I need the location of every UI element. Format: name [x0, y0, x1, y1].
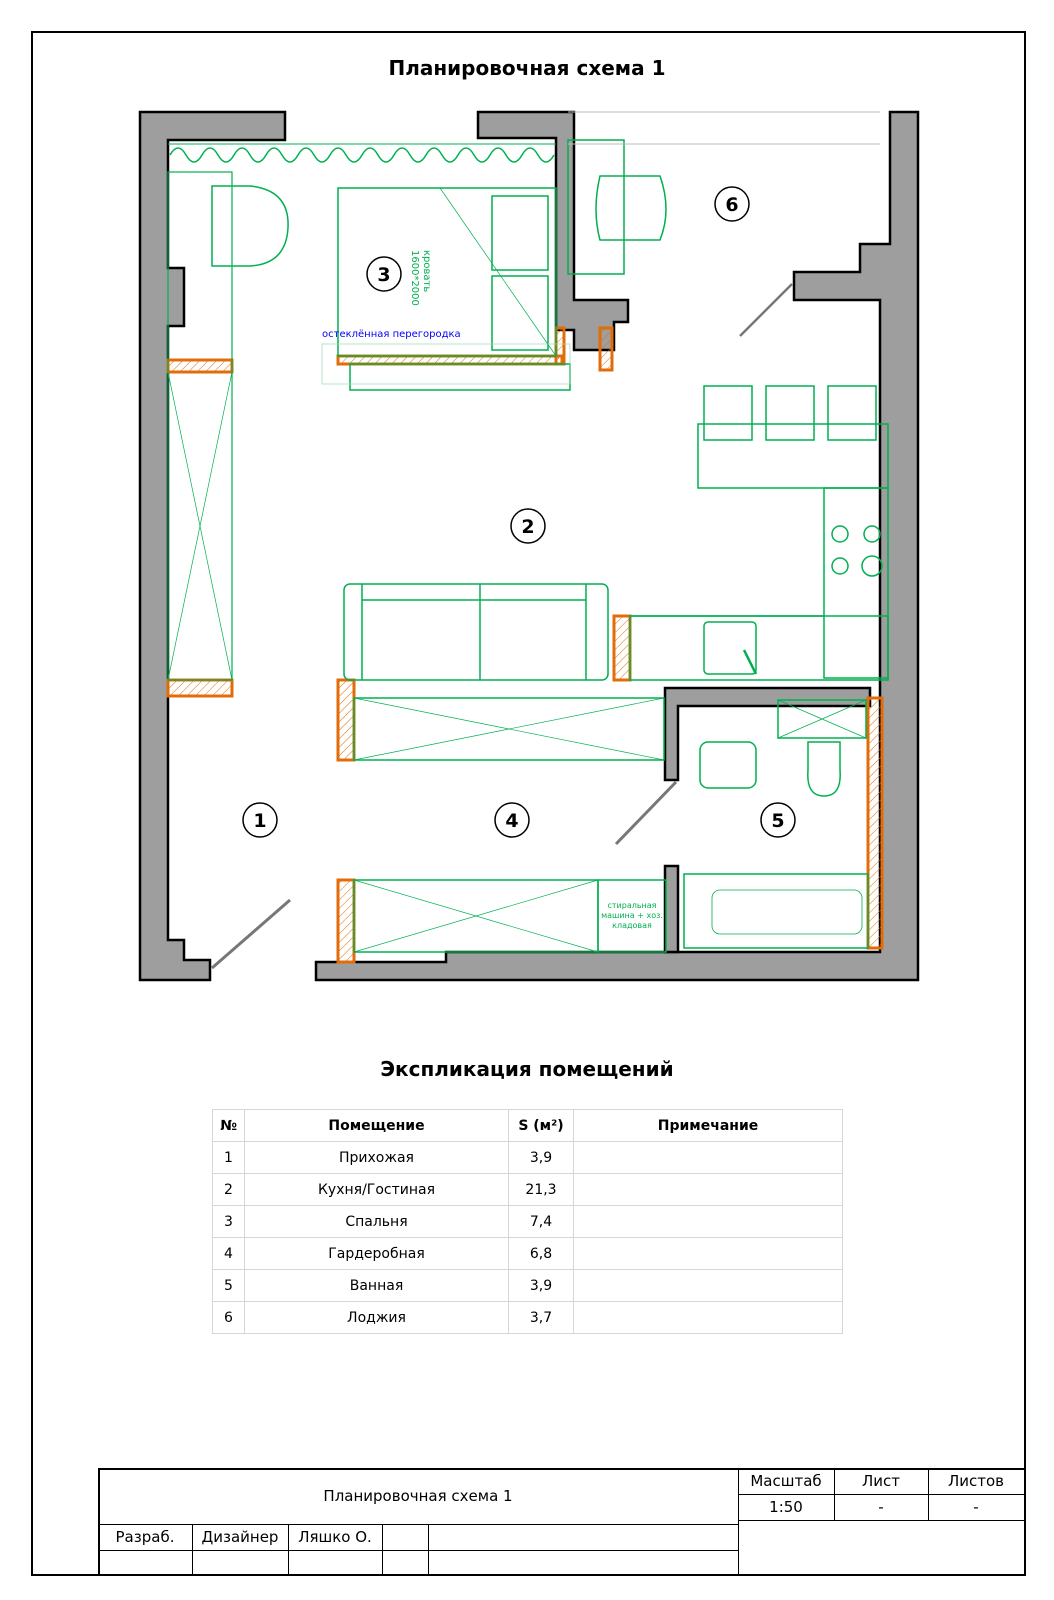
kitchen-counter	[824, 488, 888, 678]
table-row	[213, 1174, 843, 1206]
row-name: Гардеробная	[245, 1238, 509, 1270]
row-note	[574, 1302, 843, 1334]
row-num: 4	[213, 1238, 245, 1270]
stamp-name: Ляшко О.	[298, 1528, 372, 1546]
table-row	[213, 1302, 843, 1334]
row-name: Лоджия	[245, 1302, 509, 1334]
wardrobe-left	[168, 172, 232, 680]
stamp-dev-label: Разраб.	[115, 1528, 175, 1546]
partition-5	[614, 616, 630, 680]
header-room: Помещение	[245, 1110, 509, 1142]
new-partitions	[168, 328, 882, 962]
entrance-door	[212, 900, 290, 968]
walls	[140, 112, 918, 980]
desk-chair	[212, 186, 288, 266]
balcony-door	[740, 284, 792, 336]
bed-size-label: 1600*2000	[409, 250, 420, 306]
kitchen-lower-counter	[630, 616, 888, 680]
row-name: Спальня	[245, 1206, 509, 1238]
row-area: 21,3	[509, 1174, 574, 1206]
table-row	[213, 1142, 843, 1174]
row-note	[574, 1142, 843, 1174]
laundry-label-1: стиральная	[607, 901, 657, 910]
row-num: 1	[213, 1142, 245, 1174]
bath-wall-lower	[665, 866, 678, 952]
bath-sink	[700, 742, 756, 788]
sofa	[344, 584, 608, 680]
header-num: №	[213, 1110, 245, 1142]
stamp-sheets-label: Листов	[947, 1472, 1005, 1490]
table-header-row	[213, 1110, 843, 1142]
row-note	[574, 1174, 843, 1206]
room-number-5: 5	[771, 810, 785, 832]
stamp-sheet-value: -	[878, 1498, 884, 1516]
partition-3	[338, 680, 354, 760]
partition-7	[600, 328, 612, 370]
room-number-1: 1	[253, 810, 267, 832]
row-area: 7,4	[509, 1206, 574, 1238]
bar-stool-2	[766, 386, 814, 440]
partition-6	[868, 698, 882, 948]
row-name: Ванная	[245, 1270, 509, 1302]
explication-title: Экспликация помещений	[380, 1057, 674, 1081]
partition-2	[168, 680, 232, 696]
stamp-scale-value: 1:50	[769, 1498, 803, 1516]
header-note: Примечание	[574, 1110, 843, 1142]
right-wall	[316, 112, 918, 980]
stamp-sheets-value: -	[973, 1498, 979, 1516]
row-num: 6	[213, 1302, 245, 1334]
stamp-scale-label: Масштаб	[750, 1472, 822, 1490]
row-note	[574, 1238, 843, 1270]
kitchen-sink	[704, 622, 756, 674]
table-row	[213, 1238, 843, 1270]
row-num: 2	[213, 1174, 245, 1206]
title-block	[98, 1468, 1024, 1576]
toilet	[808, 742, 840, 796]
row-area: 3,9	[509, 1142, 574, 1174]
partition-1	[168, 360, 232, 372]
plan-title: Планировочная схема 1	[388, 56, 666, 80]
row-num: 3	[213, 1206, 245, 1238]
room-markers	[243, 187, 795, 837]
row-note	[574, 1270, 843, 1302]
bar-counter	[698, 424, 888, 488]
row-name: Прихожая	[245, 1142, 509, 1174]
laundry-label-2: машина + хоз.	[601, 911, 663, 920]
bar-stool-3	[828, 386, 876, 440]
curtain	[170, 148, 554, 162]
row-name: Кухня/Гостиная	[245, 1174, 509, 1206]
laundry-label-3: кладовая	[612, 921, 652, 930]
partition-8	[338, 356, 562, 364]
row-area: 3,9	[509, 1270, 574, 1302]
partition-4	[338, 880, 354, 962]
room-number-6: 6	[725, 194, 739, 216]
explication-table	[212, 1109, 843, 1334]
row-area: 6,8	[509, 1238, 574, 1270]
glass-partition	[350, 364, 570, 390]
table-row	[213, 1270, 843, 1302]
row-area: 3,7	[509, 1302, 574, 1334]
row-note	[574, 1206, 843, 1238]
loggia-chair	[596, 176, 666, 240]
stamp-title: Планировочная схема 1	[323, 1487, 513, 1505]
room-number-3: 3	[377, 264, 391, 286]
table-row	[213, 1206, 843, 1238]
glass-partition-label: остеклённая перегородка	[322, 329, 461, 340]
row-num: 5	[213, 1270, 245, 1302]
bed-label: кровать	[421, 250, 432, 293]
top-middle-wall	[478, 112, 628, 350]
room-number-4: 4	[505, 810, 519, 832]
partition-9	[556, 328, 564, 364]
stamp-role: Дизайнер	[201, 1528, 279, 1546]
bar-stool-1	[704, 386, 752, 440]
stamp-sheet-label: Лист	[861, 1472, 900, 1490]
room-number-2: 2	[521, 516, 535, 538]
bath-door	[616, 782, 676, 844]
header-area: S (м²)	[509, 1110, 574, 1142]
